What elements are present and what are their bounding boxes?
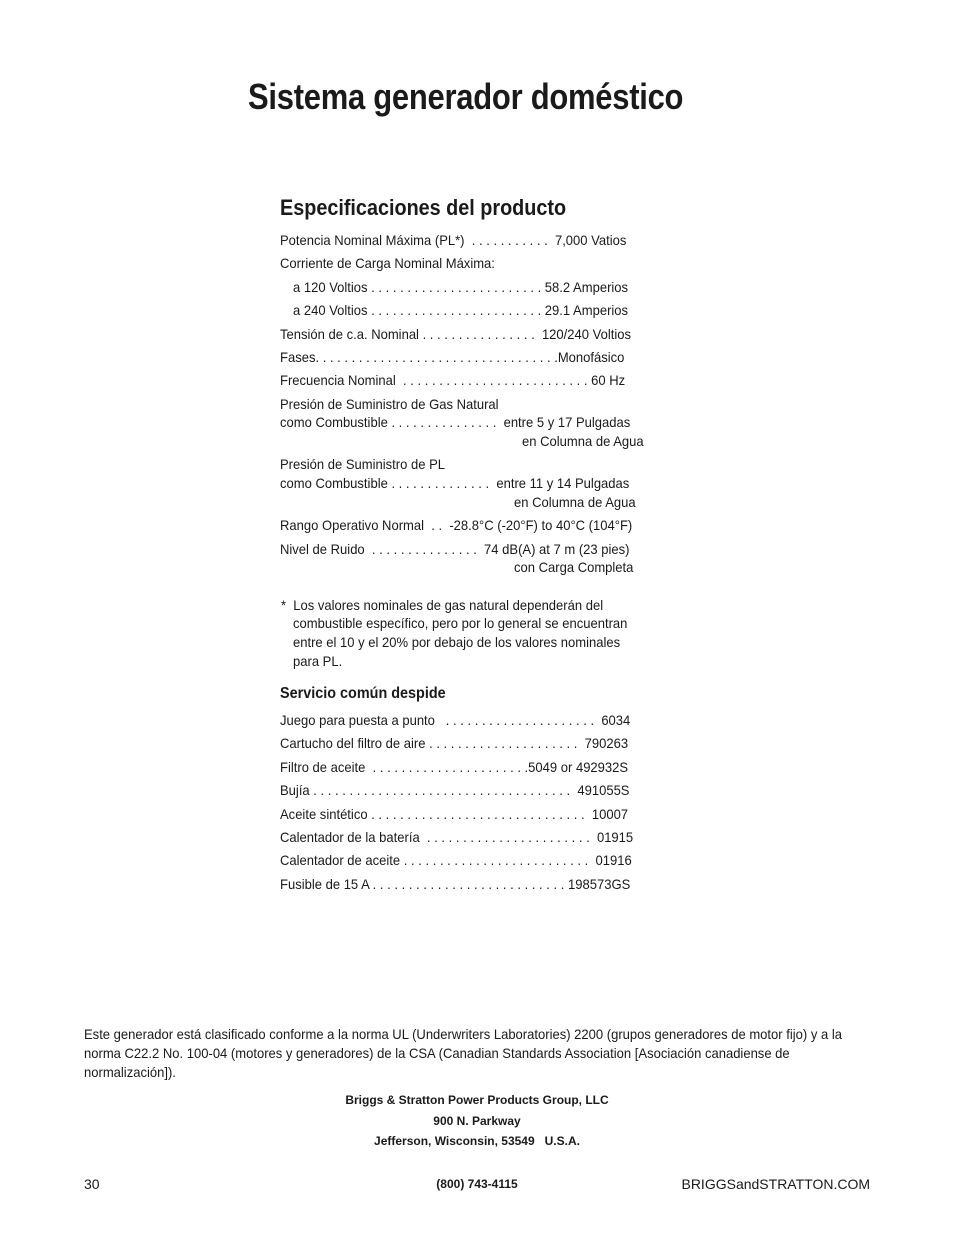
spec-line: como Combustible . . . . . . . . . . . . . . entre 11 y 14 Pulgadas: [280, 475, 630, 491]
service-line: Cartucho del filtro de aire . . . . . . . . . . . . . . . . . . . . . 790263: [280, 735, 629, 751]
service-line: Filtro de aceite . . . . . . . . . . . . . . . . . . . . . .5049 or 492932S: [280, 759, 629, 775]
spec-line: Nivel de Ruido . . . . . . . . . . . . . . . 74 dB(A) at 7 m (23 pies): [280, 541, 630, 557]
spec-line: Potencia Nominal Máxima (PL*) . . . . . . . . . . . 7,000 Vatios: [280, 232, 627, 248]
spec-line: con Carga Completa: [514, 559, 634, 575]
service-line: Bujía . . . . . . . . . . . . . . . . . . . . . . . . . . . . . . . . . . . . 491055S: [280, 782, 630, 798]
spec-line: Corriente de Carga Nominal Máxima:: [280, 255, 495, 271]
service-line: Fusible de 15 A . . . . . . . . . . . . . . . . . . . . . . . . . . . 198573GS: [280, 876, 631, 892]
service-line: Calentador de aceite . . . . . . . . . . . . . . . . . . . . . . . . . . 01916: [280, 852, 632, 868]
spec-line: Frecuencia Nominal . . . . . . . . . . . . . . . . . . . . . . . . . . 60 Hz: [280, 372, 626, 388]
company-street: 900 N. Parkway: [433, 1114, 521, 1128]
spec-line: Tensión de c.a. Nominal . . . . . . . . . . . . . . . . 120/240 Voltios: [280, 326, 631, 342]
spec-line: Fases. . . . . . . . . . . . . . . . . . . . . . . . . . . . . . . . . .Monofásico: [280, 349, 625, 365]
page-title: Sistema generador doméstico: [248, 76, 684, 117]
compliance-note: Este generador está clasificado conforme a la norma UL (Underwriters Laboratories) 2200 (grupos generadores de motor fijo) y a la norma C22.2 No. 100-04 (motores y generadores) de la CSA (Canadian Standards Association [Asociación canadiense de normalización]).: [84, 1026, 842, 1080]
service-heading: Servicio común despide: [280, 685, 446, 702]
company-city: Jefferson, Wisconsin, 53549 U.S.A.: [374, 1134, 580, 1148]
spec-line: a 240 Voltios . . . . . . . . . . . . . . . . . . . . . . . . 29.1 Amperios: [293, 302, 629, 318]
specs-heading: Especificaciones del producto: [280, 195, 567, 220]
page-number: 30: [84, 1176, 100, 1192]
spec-line: como Combustible . . . . . . . . . . . . . . . entre 5 y 17 Pulgadas: [280, 414, 631, 430]
company-name: Briggs & Stratton Power Products Group, LLC: [345, 1093, 609, 1107]
service-line: Calentador de la batería . . . . . . . . . . . . . . . . . . . . . . . 01915: [280, 829, 634, 845]
footnote-line: para PL.: [293, 653, 343, 669]
phone-number: (800) 743-4115: [436, 1177, 518, 1191]
spec-line: en Columna de Agua: [522, 433, 644, 449]
footnote-line: * Los valores nominales de gas natural dependerán del: [281, 597, 604, 613]
spec-line: Rango Operativo Normal . . -28.8°C (-20°F) to 40°C (104°F): [280, 517, 633, 533]
spec-line: a 120 Voltios . . . . . . . . . . . . . . . . . . . . . . . . 58.2 Amperios: [293, 279, 629, 295]
website-link[interactable]: BRIGGSandSTRATTON.COM: [681, 1176, 870, 1192]
service-line: Juego para puesta a punto . . . . . . . . . . . . . . . . . . . . . 6034: [280, 712, 631, 728]
service-line: Aceite sintético . . . . . . . . . . . . . . . . . . . . . . . . . . . . . . 10007: [280, 806, 629, 822]
spec-line: Presión de Suministro de PL: [280, 456, 446, 472]
spec-line: Presión de Suministro de Gas Natural: [280, 396, 499, 412]
footnote-line: combustible específico, pero por lo general se encuentran: [293, 615, 628, 631]
spec-line: en Columna de Agua: [514, 494, 636, 510]
footnote-line: entre el 10 y el 20% por debajo de los valores nominales: [293, 634, 621, 650]
